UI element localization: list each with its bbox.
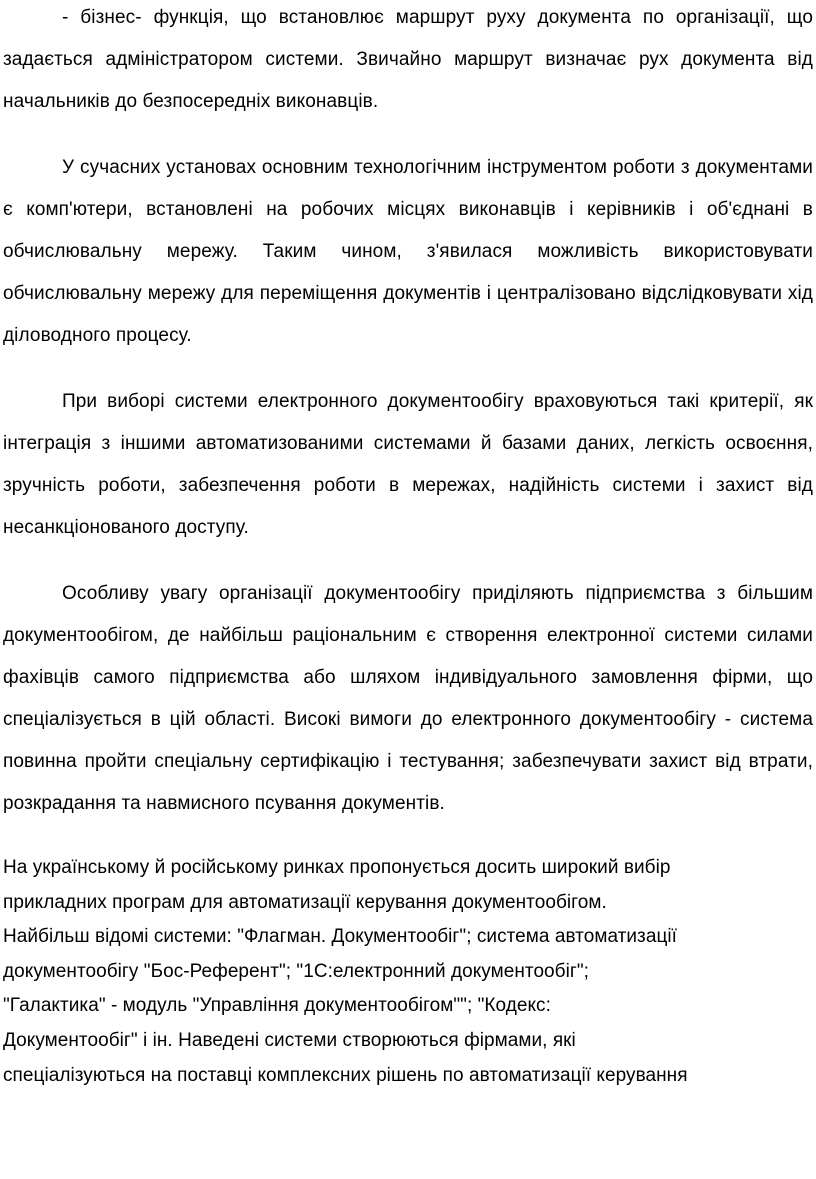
paragraph-selection-criteria: При виборі системи електронного документообігу враховуються такі критерії, як інтеграція з іншими автоматизованими системами й базами даних, легкість освоєння, зручність роботи, забезпечення роботи в мережах, надійність системи і захист від несанкціонованого доступу. — [3, 391, 813, 538]
paragraph-special-attention: Особливу увагу організації документообігу приділяють підприємства з більшим документообігом, де найбільш раціональним є створення електронної системи силами фахівців самого підприємства або шляхом індивідуального замовлення фірми, що спеціалізується в цій області. Високі вимоги до електронного документообігу - система повинна пройти спеціальну сертифікацію і тестування; забезпечувати захист від втрати, розкрадання та навмисного псування документів. — [3, 583, 813, 814]
market-line: Документообіг" і ін. Наведені системи створюються фірмами, які — [3, 1029, 576, 1051]
market-line: спеціалізуються на поставці комплексних рішень по автоматизації керування — [3, 1064, 688, 1086]
market-line: На українському й російському ринках пропонується досить широкий вибір — [3, 857, 671, 878]
paragraph-modern-institutions: У сучасних установах основним технологічним інструментом роботи з документами є комп'ютери, встановлені на робочих місцях виконавців і керівників і об'єднані в обчислювальну мережу. Таким чином, з'явилася можливість використовувати обчислювальну мережу для переміщення документів і централізовано відслідковувати хід діловодного процесу. — [3, 157, 813, 346]
paragraph-market-systems — [3, 851, 813, 1093]
market-line: документообігу "Бос-Референт"; "1С:електронний документообіг"; — [3, 960, 589, 982]
market-line: "Галактика" - модуль "Управління документообігом""; "Кодекс: — [3, 995, 551, 1017]
paragraph-business-function: - бізнес- функція, що встановлює маршрут руху документа по організації, що задається адміністратором системи. Звичайно маршрут визначає рух документа від начальників до безпосередніх виконавців. — [3, 7, 813, 112]
market-line: прикладних програм для автоматизації керування документообігом. — [3, 891, 607, 913]
market-line: Найбільш відомі системи: "Флагман. Документообіг"; система автоматизації — [3, 926, 677, 948]
